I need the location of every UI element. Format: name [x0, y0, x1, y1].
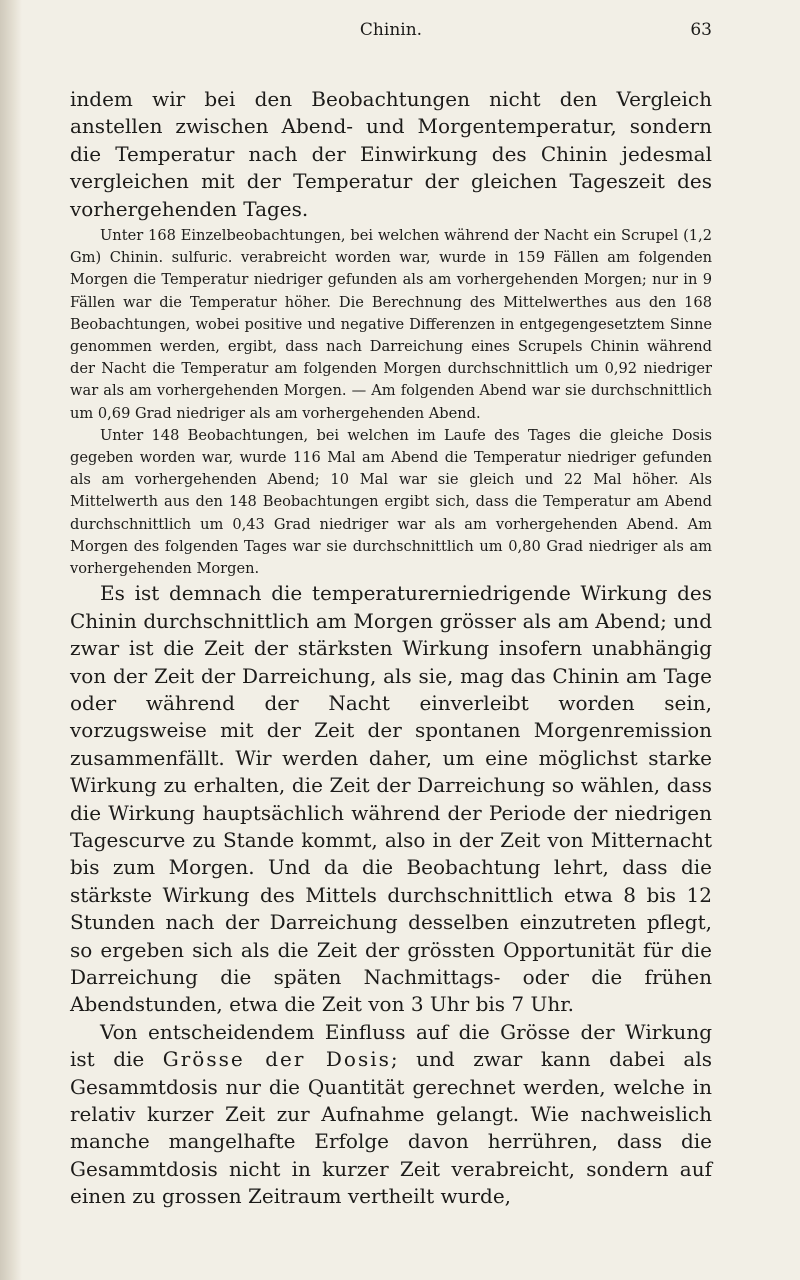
paragraph-5-start: Von entscheidendem Einfluss auf die Grösse der Wirkung ist die	[70, 1019, 712, 1072]
page-header	[70, 20, 712, 44]
paragraph-3: Unter 148 Beobachtungen, bei welchen im Laufe des Tages die gleiche Dosis gegeben worden war, wurde 116 Mal am Abend die Temperatur niedriger gefunden als am vorhergehenden Abend; 10 Mal war sie gleich und 22 Mal höher. Als Mittelwerth aus den 148 Beobachtungen ergibt sich, dass die Temperatur am Abend durchschnittlich um 0,43 Grad niedriger war als am vorhergehenden Abend. Am Morgen des folgenden Tages war sie durchschnittlich um 0,80 Grad niedriger als am vorhergehenden Morgen.	[70, 426, 712, 578]
paragraph-5	[70, 1019, 712, 1211]
running-title: Chinin.	[359, 20, 423, 40]
paragraph-1: indem wir bei den Beobachtungen nicht den Vergleich anstellen zwischen Abend- und Morgentemperatur, sondern die Temperatur nach der Einwirkung des Chinin jedesmal vergleichen mit der Temperatur der gleichen Tageszeit des vorhergehenden Tages.	[70, 87, 712, 221]
paragraph-5-emphasis: Grösse der Dosis	[162, 1047, 391, 1072]
page-number: 63	[690, 20, 712, 40]
body-text	[70, 86, 712, 1211]
paragraph-5-end: ; und zwar kann dabei als Gesammtdosis nur die Quantität gerechnet werden, welche in relativ kurzer Zeit zur Aufnahme gelangt. Wie nachweislich manche mangelhafte Erfolge davon herrühren, dass die Gesammtdosis nicht in kurzer Zeit verabreicht, sondern auf einen zu grossen Zeitraum vertheilt wurde,	[70, 1047, 713, 1209]
paragraph-4: Es ist demnach die temperaturerniedrigende Wirkung des Chinin durchschnittlich am Morgen grösser als am Abend; und zwar ist die Zeit der stärksten Wirkung insofern unabhängig von der Zeit der Darreichung, als sie, mag das Chinin am Tage oder während der Nacht einverleibt worden sein, vorzugsweise mit der Zeit der spontanen Morgenremission zusammenfällt. Wir werden daher, um eine möglichst starke Wirkung zu erhalten, die Zeit der Darreichung so wählen, dass die Wirkung hauptsächlich während der Periode der niedrigen Tagescurve zu Stande kommt, also in der Zeit von Mitternacht bis zum Morgen. Und da die Beobachtung lehrt, dass die stärkste Wirkung des Mittels durchschnittlich etwa 8 bis 12 Stunden nach der Darreichung desselben einzutreten pflegt, so ergeben sich als die Zeit der grössten Opportunität für die Darreichung die späten Nachmittags- oder die frühen Abendstunden, etwa die Zeit von 3 Uhr bis 7 Uhr.	[70, 581, 712, 1017]
paragraph-2: Unter 168 Einzelbeobachtungen, bei welchen während der Nacht ein Scrupel (1,2 Gm) Chinin. sulfuric. verabreicht worden war, wurde in 159 Fällen am folgenden Morgen die Temperatur niedriger gefunden als am vorhergehenden Morgen; nur in 9 Fällen war die Temperatur höher. Die Berechnung des Mittelwerthes aus den 168 Beobachtungen, wobei positive und negative Differenzen in entgegengesetztem Sinne genommen werden, ergibt, dass nach Darreichung eines Scrupels Chinin während der Nacht die Temperatur am folgenden Morgen durchschnittlich um 0,92 niedriger war als am vorhergehenden Morgen. — Am folgenden Abend war sie durchschnittlich um 0,69 Grad niedriger als am vorhergehenden Abend.	[70, 227, 712, 422]
page-gutter-shadow	[0, 0, 22, 1280]
